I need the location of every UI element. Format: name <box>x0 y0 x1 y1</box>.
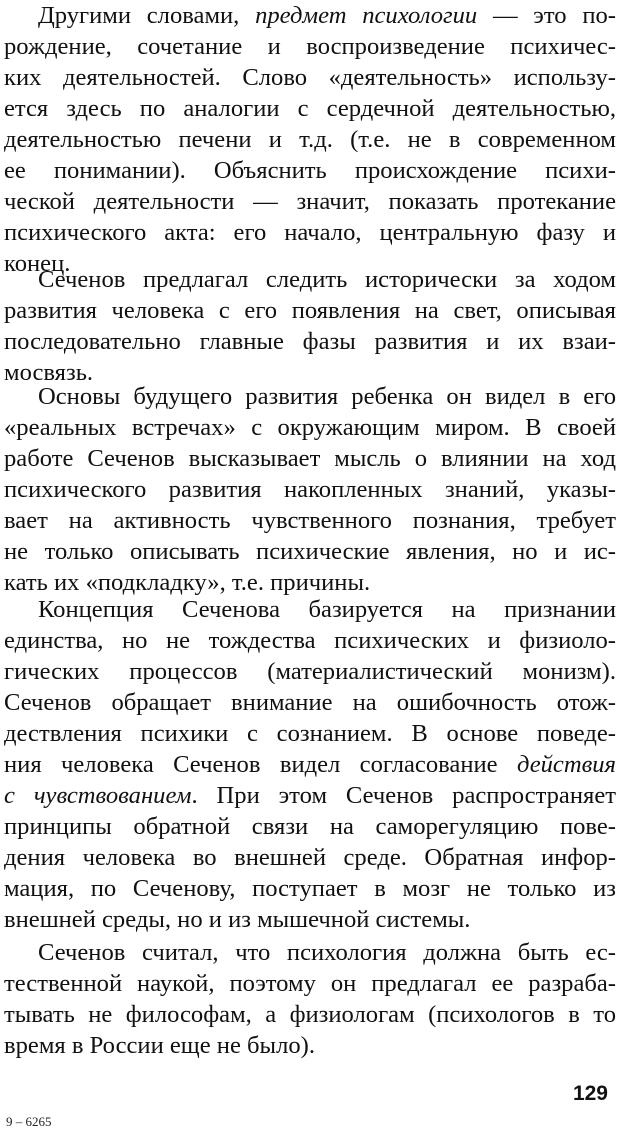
text-run: принципы обратной связи на саморегуляцию пове- <box>4 813 616 840</box>
text-line <box>4 968 616 999</box>
text-run: Основы будущего развития ребенка он видел в его <box>38 383 616 410</box>
text-line <box>4 412 616 443</box>
text-run: Сеченов предлагал следить исторически за ходом <box>38 266 616 293</box>
text-line <box>4 326 616 357</box>
text-line <box>4 186 616 217</box>
text-run: ческой деятельности — значит, показать протекание <box>4 188 616 215</box>
text-run: тывать не философам, а физиологам (психологов в то <box>4 1001 616 1028</box>
text-line <box>4 873 616 904</box>
text-line <box>4 0 616 31</box>
text-run: психического акта: его начало, центральную фазу и <box>4 219 616 246</box>
text-line <box>4 749 616 780</box>
text-line <box>4 264 616 295</box>
page-number: 129 <box>572 1082 608 1105</box>
text-line <box>4 124 616 155</box>
text-line <box>4 505 616 536</box>
text-run: рождение, сочетание и воспроизведение психичес- <box>4 33 616 60</box>
text-run: ется здесь по аналогии с сердечной деятельностью, <box>4 95 616 122</box>
text-run: кать их «подкладку», т.е. причины. <box>4 569 371 596</box>
text-line <box>4 594 616 625</box>
text-run: «реальных встречах» с окружающим миром. В своей <box>4 414 616 441</box>
text-line <box>4 999 616 1030</box>
text-line <box>4 937 616 968</box>
text-run: ее понимании). Объяснить происхождение психи- <box>4 157 616 184</box>
text-line <box>4 536 616 567</box>
text-run: . При этом Сеченов распространяет <box>191 782 616 809</box>
paragraph-4 <box>4 594 616 935</box>
text-run: развития человека с его появления на свет, описывая <box>4 297 616 324</box>
paragraph-3 <box>4 381 616 598</box>
paragraph-5 <box>4 937 616 1061</box>
text-run: ких деятельностей. Слово «деятельность» использу- <box>4 64 616 91</box>
text-run: дествления психики с сознанием. В основе поведе- <box>4 720 616 747</box>
text-run: внешней среды, но и из мышечной системы. <box>4 906 471 933</box>
italic-text-run: действия <box>516 751 616 778</box>
text-line <box>4 780 616 811</box>
text-run: дения человека во внешней среде. Обратная инфор- <box>4 844 616 871</box>
text-line <box>4 842 616 873</box>
text-run: конец. <box>4 250 71 277</box>
text-line <box>4 718 616 749</box>
text-run: Другими словами, <box>38 2 256 29</box>
text-run: время в России еще не было). <box>4 1032 315 1059</box>
italic-text-run: предмет психологии <box>255 2 478 29</box>
text-line <box>4 295 616 326</box>
text-run: мосвязь. <box>4 359 94 386</box>
text-line <box>4 31 616 62</box>
text-run: работе Сеченов высказывает мысль о влиянии на ход <box>4 445 616 472</box>
text-run: тественной наукой, поэтому он предлагал ее разраба- <box>4 970 616 997</box>
text-run: психического развития накопленных знаний, указы- <box>4 476 616 503</box>
text-line <box>4 625 616 656</box>
text-line <box>4 62 616 93</box>
text-run: единства, но не тождества психических и физиоло- <box>4 627 616 654</box>
text-line <box>4 904 616 935</box>
text-run: Сеченов считал, что психология должна быть ес- <box>38 939 616 966</box>
text-line <box>4 1030 616 1061</box>
text-run: — это по- <box>477 2 616 29</box>
text-line <box>4 687 616 718</box>
signature-mark: 9 – 6265 <box>6 1114 52 1129</box>
text-run: деятельностью печени и т.д. (т.е. не в современном <box>4 126 616 153</box>
text-run: последовательно главные фазы развития и их взаи- <box>4 328 616 355</box>
text-run: гических процессов (материалистический монизм). <box>4 658 616 685</box>
text-run: не только описывать психические явления, но и ис- <box>4 538 616 565</box>
text-line <box>4 155 616 186</box>
text-line <box>4 93 616 124</box>
paragraph-1 <box>4 0 616 279</box>
text-run: вает на активность чувственного познания, требует <box>4 507 616 534</box>
text-run: Концепция Сеченова базируется на признании <box>38 596 616 623</box>
italic-text-run: с чувствованием <box>4 782 192 809</box>
text-line <box>4 811 616 842</box>
text-run: ния человека Сеченов видел согласование <box>4 751 517 778</box>
paragraph-2 <box>4 264 616 388</box>
text-line <box>4 443 616 474</box>
text-line <box>4 217 616 248</box>
text-line <box>4 474 616 505</box>
text-line <box>4 381 616 412</box>
text-run: Сеченов обращает внимание на ошибочность отож- <box>4 689 616 716</box>
text-run: мация, по Сеченову, поступает в мозг не только из <box>4 875 616 902</box>
text-line <box>4 656 616 687</box>
